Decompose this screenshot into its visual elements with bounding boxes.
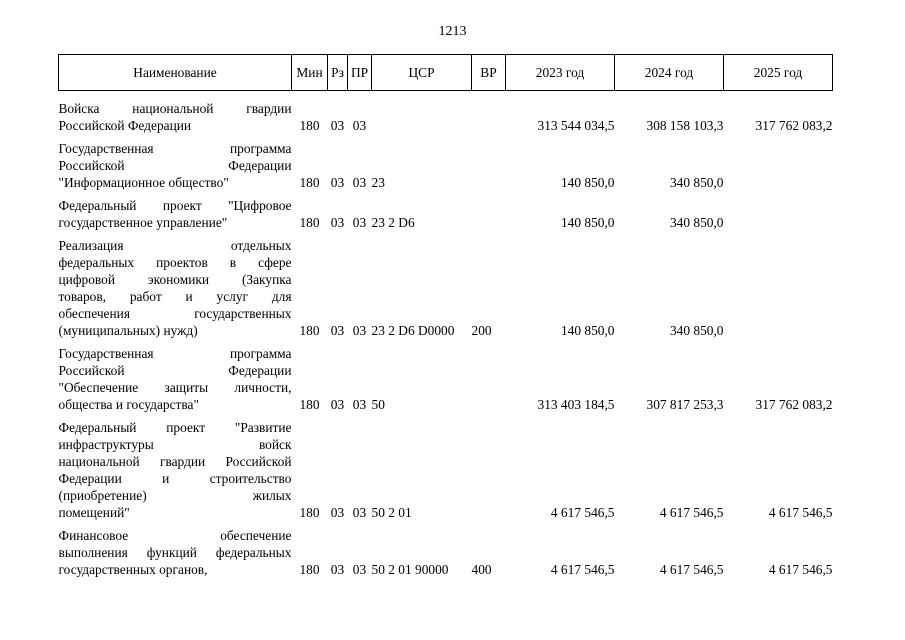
row-pr: 03: [352, 562, 367, 577]
table-body: [59, 91, 833, 585]
row-name-line: Российской Федерации: [58, 158, 292, 173]
budget-table: [58, 54, 833, 584]
row-csr: 50 2 01 90000: [371, 562, 449, 577]
row-2025: 317 762 083,2: [755, 118, 833, 133]
row-name: [59, 419, 292, 527]
row-name: [59, 237, 292, 345]
row-name-line: Федеральный проект "Цифровое: [58, 198, 292, 213]
row-2025: [724, 140, 833, 197]
row-vr: [472, 140, 506, 197]
row-name-line: инфраструктуры войск: [58, 437, 292, 452]
row-min: 180: [299, 215, 320, 230]
row-name-line: цифровой экономики (Закупка: [58, 272, 292, 287]
row-name: [59, 197, 292, 237]
row-2024: 4 617 546,5: [659, 505, 724, 520]
row-pr: 03: [352, 118, 367, 133]
row-name: [59, 345, 292, 419]
row-2025: 4 617 546,5: [768, 505, 833, 520]
row-name-line: общества и государства": [58, 397, 199, 412]
row-2024: 308 158 103,3: [646, 118, 724, 133]
row-2023: 313 544 034,5: [537, 118, 615, 133]
table-row: [59, 197, 833, 237]
row-2025: 317 762 083,2: [755, 397, 833, 412]
row-name-line: (приобретение) жилых: [58, 488, 292, 503]
row-vr: [472, 345, 506, 419]
row-name-line: федеральных проектов в сфере: [58, 255, 292, 270]
header-name: Наименование: [59, 55, 292, 91]
header-2025: 2025 год: [724, 55, 833, 91]
row-name-line: Реализация отдельных: [58, 238, 292, 253]
row-name-line: Федерации и строительство: [58, 471, 292, 486]
header-min: Мин: [292, 55, 328, 91]
row-name-line: Государственная программа: [58, 346, 292, 361]
row-vr: [472, 91, 506, 141]
header-pr: ПР: [348, 55, 372, 91]
row-pr: 03: [352, 323, 367, 338]
row-2023: 140 850,0: [560, 175, 615, 190]
row-csr: 23 2 D6: [371, 215, 415, 230]
row-pr: 03: [352, 175, 367, 190]
row-vr: [472, 419, 506, 527]
row-2024: 307 817 253,3: [646, 397, 724, 412]
header-rz: Рз: [328, 55, 348, 91]
row-name-line: Войска национальной гвардии: [58, 101, 292, 116]
row-name-line: "Информационное общество": [58, 175, 229, 190]
row-name-line: Российской Федерации: [58, 363, 292, 378]
row-2025: [724, 237, 833, 345]
row-pr: 03: [352, 505, 367, 520]
row-name-line: помещений": [58, 505, 130, 520]
row-vr: 200: [471, 323, 492, 338]
row-rz: 03: [330, 505, 345, 520]
table-row: [59, 91, 833, 141]
header-csr: ЦСР: [372, 55, 472, 91]
row-min: 180: [299, 562, 320, 577]
table-row: [59, 140, 833, 197]
header-2024: 2024 год: [615, 55, 724, 91]
row-2023: 4 617 546,5: [550, 505, 615, 520]
table-row: [59, 345, 833, 419]
row-pr: 03: [352, 397, 367, 412]
row-2024: 340 850,0: [669, 215, 724, 230]
row-name-line: Федеральный проект "Развитие: [58, 420, 292, 435]
row-2025: 4 617 546,5: [768, 562, 833, 577]
row-vr: 400: [471, 562, 492, 577]
table-row: [59, 527, 833, 584]
row-pr: 03: [352, 215, 367, 230]
row-name-line: национальной гвардии Российской: [58, 454, 292, 469]
row-rz: 03: [330, 397, 345, 412]
row-csr: 23 2 D6 D0000: [371, 323, 455, 338]
row-vr: [472, 197, 506, 237]
row-2023: 140 850,0: [560, 323, 615, 338]
row-name-line: государственное управление": [58, 215, 228, 230]
header-2023: 2023 год: [506, 55, 615, 91]
row-name-line: Российской Федерации: [58, 118, 192, 133]
row-name-line: обеспечения государственных: [58, 306, 292, 321]
row-name: [59, 140, 292, 197]
row-csr: 23: [371, 175, 385, 190]
row-name-line: "Обеспечение защиты личности,: [58, 380, 292, 395]
row-2023: 4 617 546,5: [550, 562, 615, 577]
row-csr: 50 2 01: [371, 505, 412, 520]
row-name: [59, 91, 292, 141]
row-name-line: Финансовое обеспечение: [58, 528, 292, 543]
row-rz: 03: [330, 562, 345, 577]
row-rz: 03: [330, 215, 345, 230]
row-name-line: выполнения функций федеральных: [58, 545, 292, 560]
row-rz: 03: [330, 175, 345, 190]
row-name: [59, 527, 292, 584]
row-min: 180: [299, 175, 320, 190]
row-2024: 340 850,0: [669, 323, 724, 338]
row-2023: 313 403 184,5: [537, 397, 615, 412]
row-2025: [724, 197, 833, 237]
row-name-line: Государственная программа: [58, 141, 292, 156]
row-csr: 50: [371, 397, 385, 412]
table-row: [59, 419, 833, 527]
page-number: 1213: [438, 24, 467, 39]
row-name-line: государственных органов,: [58, 562, 208, 577]
row-2024: 340 850,0: [669, 175, 724, 190]
row-rz: 03: [330, 118, 345, 133]
table-header-row: [59, 55, 833, 91]
table-row: [59, 237, 833, 345]
row-csr: [372, 91, 472, 141]
row-name-line: товаров, работ и услуг для: [58, 289, 292, 304]
row-min: 180: [299, 323, 320, 338]
row-2024: 4 617 546,5: [659, 562, 724, 577]
row-name-line: (муниципальных) нужд): [58, 323, 198, 338]
row-rz: 03: [330, 323, 345, 338]
row-min: 180: [299, 118, 320, 133]
row-2023: 140 850,0: [560, 215, 615, 230]
row-min: 180: [299, 397, 320, 412]
row-min: 180: [299, 505, 320, 520]
header-vr: ВР: [472, 55, 506, 91]
